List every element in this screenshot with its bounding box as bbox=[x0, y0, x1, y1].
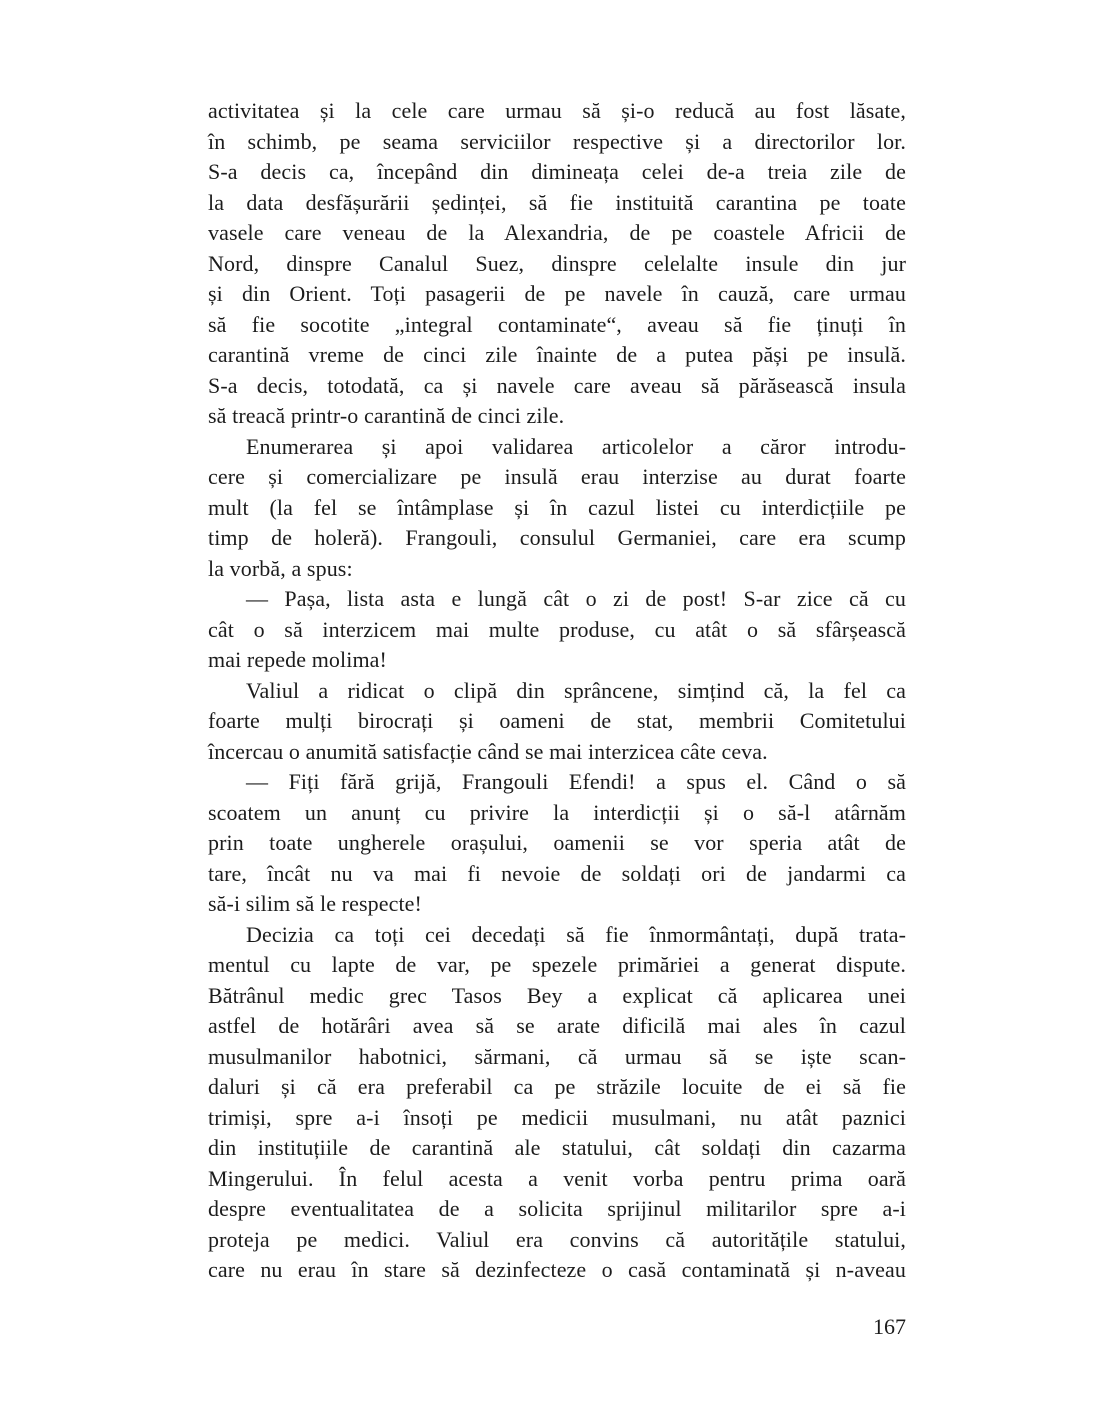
text-line: S-a decis, totodată, ca și navele care aveau să părăsească insula bbox=[208, 372, 906, 398]
text-line: să treacă printr-o carantină de cinci zile. bbox=[208, 403, 565, 428]
text-line: la data desfășurării ședinței, să fie instituită carantina pe toate bbox=[208, 189, 906, 215]
text-line: la vorbă, a spus: bbox=[208, 555, 353, 581]
text-line: care nu erau în stare să dezinfecteze o casă contaminată și n-aveau bbox=[208, 1257, 906, 1282]
text-line: timp de holeră). Frangouli, consulul Germaniei, care era scump bbox=[208, 525, 906, 550]
text-line: foarte mulți birocrați și oameni de stat, membrii Comitetului bbox=[208, 708, 906, 733]
text-line: scoatem un anunț cu privire la interdicții și o să-l atârnăm bbox=[208, 799, 906, 825]
text-line: daluri și că era preferabil ca pe străzile locuite de ei să fie bbox=[208, 1074, 906, 1099]
text-line: încercau o anumită satisfacție când se mai interzicea câte ceva. bbox=[208, 738, 768, 764]
text-line: — Fiți fără grijă, Frangouli Efendi! a spus el. Când o să bbox=[246, 769, 906, 794]
text-line: S-a decis ca, începând din dimineața celei de-a treia zile de bbox=[208, 159, 906, 184]
text-line: activitatea și la cele care urmau să și-o reducă au fost lăsate, bbox=[208, 98, 906, 123]
text-line: Decizia ca toți cei decedați să fie înmormântați, după trata- bbox=[246, 921, 906, 947]
text-line: mai repede molima! bbox=[208, 647, 387, 672]
text-line: astfel de hotărâri avea să se arate dificilă mai ales în cazul bbox=[208, 1013, 906, 1038]
text-line: despre eventualitatea de a solicita sprijinul militarilor spre a-i bbox=[208, 1196, 906, 1221]
text-line: din instituțiile de carantină ale statului, cât soldați din cazarma bbox=[208, 1135, 906, 1160]
text-line: Valiul a ridicat o clipă din sprâncene, simțind că, la fel ca bbox=[246, 677, 906, 703]
text-line: cât o să interzicem mai multe produse, cu atât o să sfârșească bbox=[208, 616, 906, 642]
text-line: carantină vreme de cinci zile înainte de a putea păși pe insulă. bbox=[208, 342, 906, 367]
text-line: Mingerului. În felul acesta a venit vorba pentru prima oară bbox=[208, 1165, 906, 1191]
text-line: vasele care veneau de la Alexandria, de pe coastele Africii de bbox=[208, 220, 906, 245]
text-line: — Pașa, lista asta e lungă cât o zi de post! S-ar zice că cu bbox=[246, 586, 906, 611]
text-line: în schimb, pe seama serviciilor respective și a directorilor lor. bbox=[208, 128, 906, 154]
text-line: să-i silim să le respecte! bbox=[208, 891, 422, 916]
text-line: prin toate ungherele orașului, oamenii se vor speria atât de bbox=[208, 830, 906, 855]
text-line: cere și comercializare pe insulă erau interzise au durat foarte bbox=[208, 464, 906, 489]
text-line: și din Orient. Toți pasagerii de pe navele în cauză, care urmau bbox=[208, 281, 906, 306]
text-line: să fie socotite „integral contaminate“, aveau să fie ținuți în bbox=[208, 311, 906, 337]
text-line: Enumerarea și apoi validarea articolelor a căror introdu- bbox=[246, 433, 906, 459]
text-line: Bătrânul medic grec Tasos Bey a explicat că aplicarea unei bbox=[208, 982, 906, 1008]
page-text bbox=[208, 96, 906, 1342]
text-line: tare, încât nu va mai fi nevoie de soldați ori de jandarmi ca bbox=[208, 860, 906, 886]
text-line: Nord, dinspre Canalul Suez, dinspre celelalte insule din jur bbox=[208, 250, 906, 276]
text-line: proteja pe medici. Valiul era convins că autoritățile statului, bbox=[208, 1226, 906, 1252]
text-line: trimiși, spre a-i însoți pe medicii musulmani, nu atât paznici bbox=[208, 1104, 906, 1130]
page-number: 167 bbox=[873, 1313, 906, 1339]
text-line: musulmanilor habotnici, sărmani, că urmau să se iște scan- bbox=[208, 1043, 906, 1069]
text-line: mentul cu lapte de var, pe spezele primăriei a generat dispute. bbox=[208, 952, 906, 977]
text-line: mult (la fel se întâmplase și în cazul listei cu interdicțiile pe bbox=[208, 494, 906, 520]
